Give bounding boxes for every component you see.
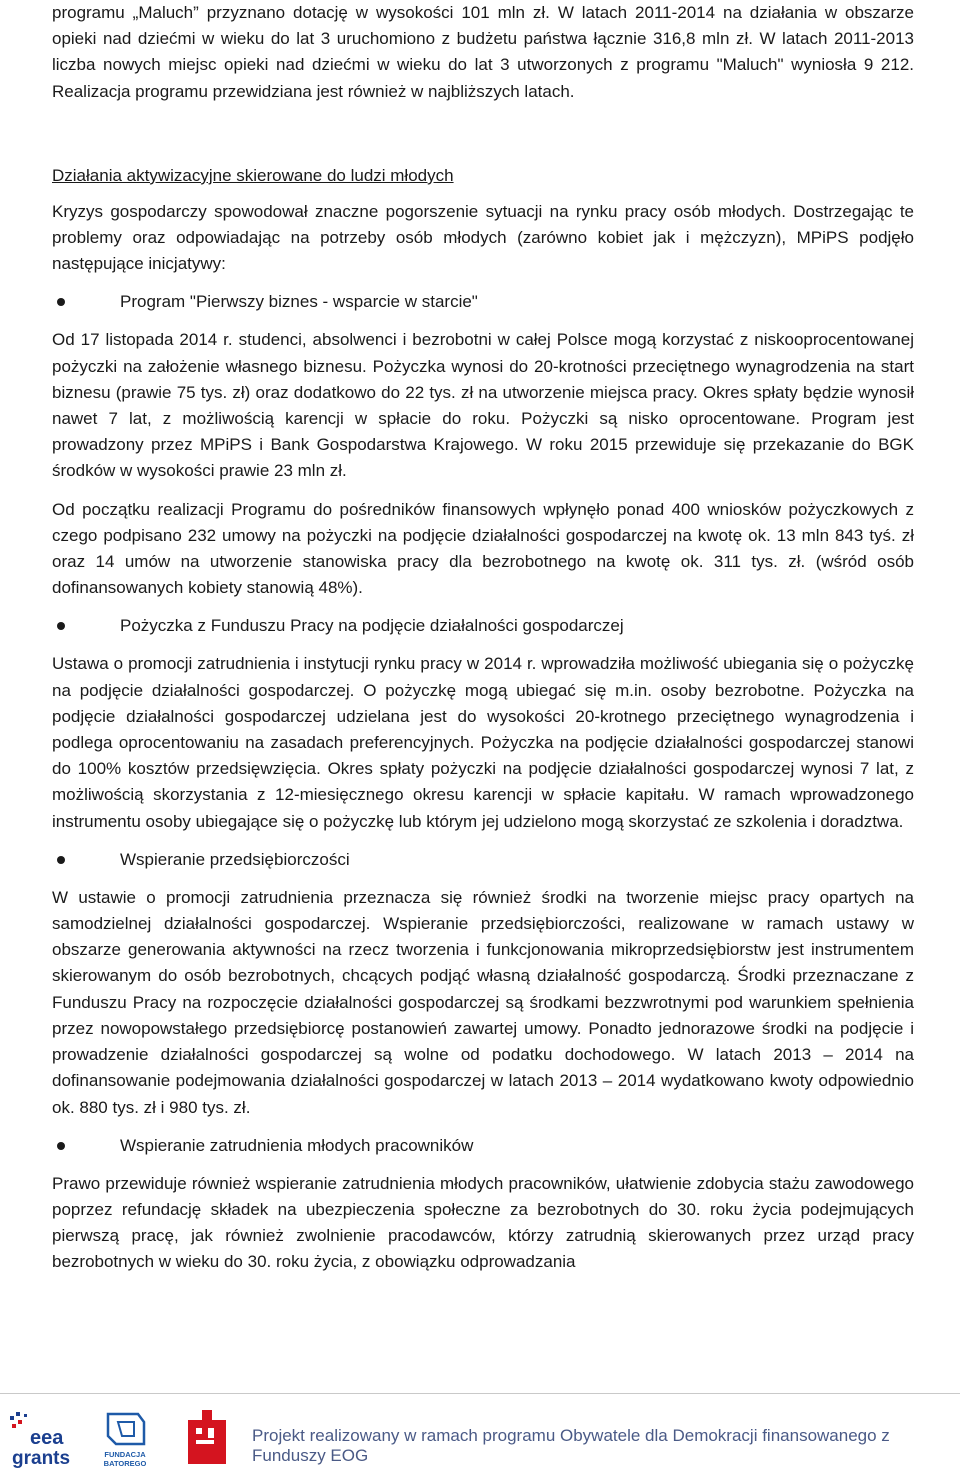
svg-text:FUNDACJA: FUNDACJA <box>104 1450 146 1459</box>
bullet-loan-labour-fund <box>52 613 914 639</box>
intro-paragraph: programu „Maluch” przyznano dotację w wysokości 101 mln zł. W latach 2011-2014 na działania w obszarze opieki nad dziećmi w wieku do lat 3 uruchomiono z budżetu państwa łącznie 316,8 mln zł. W latach 2011-2013 liczba nowych miejsc opieki nad dziećmi w wieku do lat 3 utworzonych z programu "Maluch" wyniosła 9 212. Realizacja programu przewidziana jest również w najbliższych latach. <box>52 3 914 101</box>
paragraph-first-business: Od 17 listopada 2014 r. studenci, absolwenci i bezrobotni w całej Polsce mogą korzystać z niskooprocentowanej pożyczki na założenie własnego biznesu. Pożyczka wynosi do 20-krotności przeciętnego wynagrodzenia na start biznesu (prawie 75 tys. zł) oraz dodatkowo do 22 tys. zł na utworzenie miejsca pracy. Okres spłaty będzie wynosił nawet 7 lat, z możliwością karencji w spłacie do roku. Pożyczki są nisko oprocentowane. Program jest prowadzony przez MPiPS i Bank Gospodarstwa Krajowego. W roku 2015 przewiduje się przekazanie do BGK środków w wysokości prawie 23 mln zł. <box>52 330 914 481</box>
section-heading: Działania aktywizacyjne skierowane do ludzi młodych <box>52 165 454 185</box>
bullet-label: Wspieranie zatrudnienia młodych pracowników <box>120 1135 474 1155</box>
footer <box>0 1396 960 1474</box>
bullet-label: Pożyczka z Funduszu Pracy na podjęcie działalności gospodarczej <box>120 616 624 636</box>
paragraph-program-results: Od początku realizacji Programu do pośredników finansowych wpłynęło ponad 400 wniosków pożyczkowych z czego podpisano 232 umowy na pożyczki na podjęcie działalności gospodarczej na kwotę ok. 13 mln 843 tyś. zł oraz 14 umów na utworzenie stanowiska pracy dla bezrobotnego na kwotę ok. 311 tys. zł. (wśród osób dofinansowanych kobiety stanowią 48%). <box>52 499 914 598</box>
document-page <box>52 0 914 1276</box>
footer-divider <box>0 1393 960 1394</box>
bullet-icon <box>57 1142 65 1150</box>
paragraph-entrepreneurship: W ustawie o promocji zatrudnienia przeznacza się również środki na tworzenie miejsc pracy opartych na samodzielnej działalności gospodarczej. Wspieranie przedsiębiorczości, realizowane w ramach ustawy w obszarze generowania aktywności na rzecz tworzenia i funkcjonowania mikroprzedsiębiorstw jest instrumentem skierowanym do osób bezrobotnych, chcących podjąć własną działalność gospodarczą. Środki przeznaczane z Funduszu Pracy na rozpoczęcie działalności gospodarczej są środkami bezzwrotnymi pod warunkiem spełnienia przez nowopowstałego przedsiębiorcę postanowień zawartej umowy. Ponadto jednorazowe środki na podjęcie i prowadzenie działalności gospodarczej są wolne od podatku dochodowego. W latach 2013 – 2014 na dofinansowanie podejmowania działalności gospodarczej w latach 2013 – 2014 wydatkowano kwoty odpowiednio ok. 880 tys. zł i 980 tys. zł. <box>52 887 914 1117</box>
eea-grants-logo <box>8 1410 78 1470</box>
bullet-icon <box>57 298 65 306</box>
footer-project-text: Projekt realizowany w ramach programu Obywatele dla Demokracji finansowanego z Funduszy EOG <box>252 1426 890 1465</box>
paragraph-loan-labour-fund: Ustawa o promocji zatrudnienia i instytucji rynku pracy w 2014 r. wprowadziła możliwość ubiegania się o pożyczkę na podjęcie działalności gospodarczej. O pożyczkę mogą ubiegać się m.in. osoby bezrobotne. Pożyczka na podjęcie działalności gospodarczej udzielana jest do wysokości 20-krotnego przeciętnego wynagrodzenia i podlega oprocentowaniu na zasadach preferencyjnych. Pożyczka na podjęcie działalności gospodarczej stanowi do 100% kosztów przedsięwzięcia. Okres spłaty pożyczki na podjęcie działalności gospodarczej wynosi 7 lat, z możliwością skorzystania z 12-miesięcznego okresu karencji w spłacie kapitału. W ramach wprowadzonego instrumentu osoby ubiegające się o pożyczkę lub którym jej udzielono mogą skorzystać ze szkolenia i doradztwa. <box>52 654 914 831</box>
svg-text:BATOREGO: BATOREGO <box>103 1459 147 1468</box>
bullet-first-business <box>52 289 914 315</box>
bullet-label: Wspieranie przedsiębiorczości <box>120 849 350 869</box>
fundacja-batorego-logo <box>100 1410 150 1470</box>
svg-text:grants: grants <box>12 1448 71 1469</box>
bullet-entrepreneurship <box>52 847 914 873</box>
svg-text:eea: eea <box>30 1427 64 1449</box>
paragraph-crisis: Kryzys gospodarczy spowodował znaczne pogorszenie sytuacji na rynku pracy osób młodych. Dostrzegając te problemy oraz odpowiadając na potrzeby osób młodych (zarówno kobiet jak i mężczyzn), MPiPS podjęło następujące inicjatywy: <box>52 201 914 274</box>
partner-logo <box>182 1406 232 1470</box>
bullet-icon <box>57 622 65 630</box>
bullet-icon <box>57 856 65 864</box>
bullet-label: Program "Pierwszy biznes - wsparcie w starcie" <box>120 292 478 312</box>
paragraph-young-workers: Prawo przewiduje również wspieranie zatrudnienia młodych pracowników, ułatwienie zdobycia stażu zawodowego poprzez refundację składek na ubezpieczenia społeczne za bezrobotnych do 30. roku życia podejmujących pierwszą pracę, jak również zwolnienie pracodawców, którzy zatrudnią skierowanych przez urząd pracy bezrobotnych w wieku do 30. roku życia, z obowiązku odprowadzania <box>52 1173 914 1272</box>
bullet-young-workers <box>52 1133 914 1159</box>
